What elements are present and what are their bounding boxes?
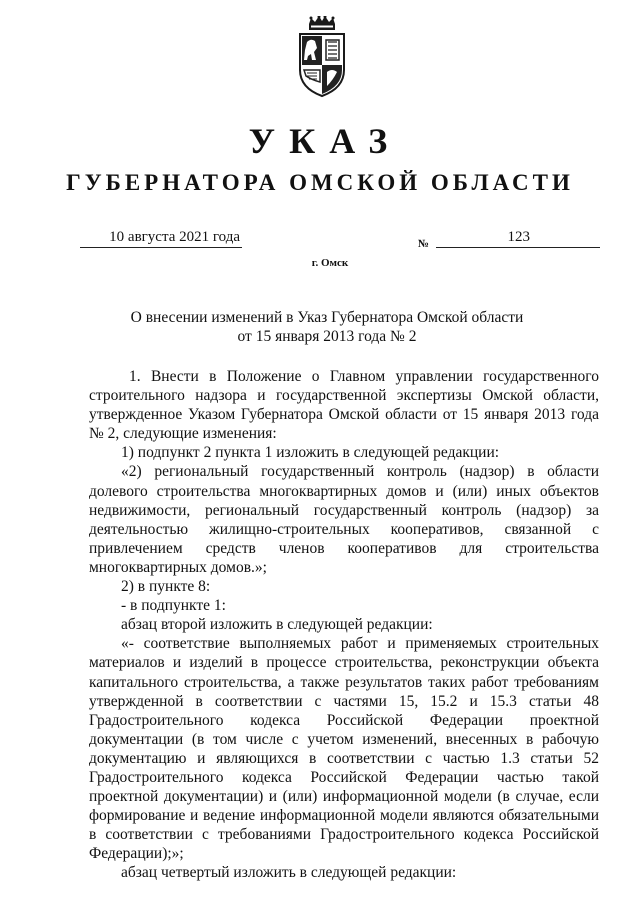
decree-subtitle: ГУБЕРНАТОРА ОМСКОЙ ОБЛАСТИ <box>66 170 574 195</box>
subject-line-2: от 15 января 2013 года № 2 <box>237 328 417 345</box>
paragraph-7: «- соответствие выполняемых работ и применяемых строительных материалов и изделий в процессе строительства, реконструкции объекта капитального строительства, а также результатов таких работ требованиям утвержденной в соответствии с частями 15, 15.2 и 15.3 статьи 48 Градостроительного кодекса Российской Федерации проектной документации (в том числе с учетом изменений, внесенных в рабочую документацию и являющихся в соответствии с частью 1.3 статьи 52 Градостроительного кодекса Российской Федерации частью такой проектной документации) и (или) информационной модели (в случае, если формирование и ведение информационной модели являются обязательными в соответствии с требованиями Градостроительного кодекса Российской Федерации);»; <box>89 635 599 863</box>
paragraph-6: абзац второй изложить в следующей редакции: <box>121 616 433 634</box>
subject-line-1: О внесении изменений в Указ Губернатора Омской области <box>130 309 524 326</box>
decree-date: 10 августа 2021 года <box>80 229 242 248</box>
paragraph-5: - в подпункте 1: <box>121 597 226 615</box>
decree-city: г. Омск <box>311 257 349 269</box>
decree-subject <box>0 308 640 346</box>
paragraph-3: «2) региональный государственный контроль (надзор) в области долевого строительства многоквартирных домов и (или) иных объектов недвижимости, региональный государственный контроль (надзор) за деятельностью жилищно-строительных кооперативов, связанной с привлечением средств членов кооперативов для строительства многоквартирных домов.»; <box>89 463 599 576</box>
number-label: № <box>418 238 430 250</box>
paragraph-4: 2) в пункте 8: <box>121 578 211 596</box>
paragraph-1: 1. Внести в Положение о Главном управлении государственного строительного надзора и государственной экспертизы Омской области, утвержденное Указом Губернатора Омской области от 15 января 2013 года № 2, следующие изменения: <box>89 368 599 443</box>
paragraph-2: 1) подпункт 2 пункта 1 изложить в следующей редакции: <box>121 444 500 462</box>
decree-number: 123 <box>436 229 600 248</box>
paragraph-8: абзац четвертый изложить в следующей редакции: <box>121 864 457 882</box>
decree-title: УКАЗ <box>248 121 402 161</box>
omsk-coat-of-arms-icon <box>297 16 347 98</box>
decree-body <box>89 367 599 883</box>
